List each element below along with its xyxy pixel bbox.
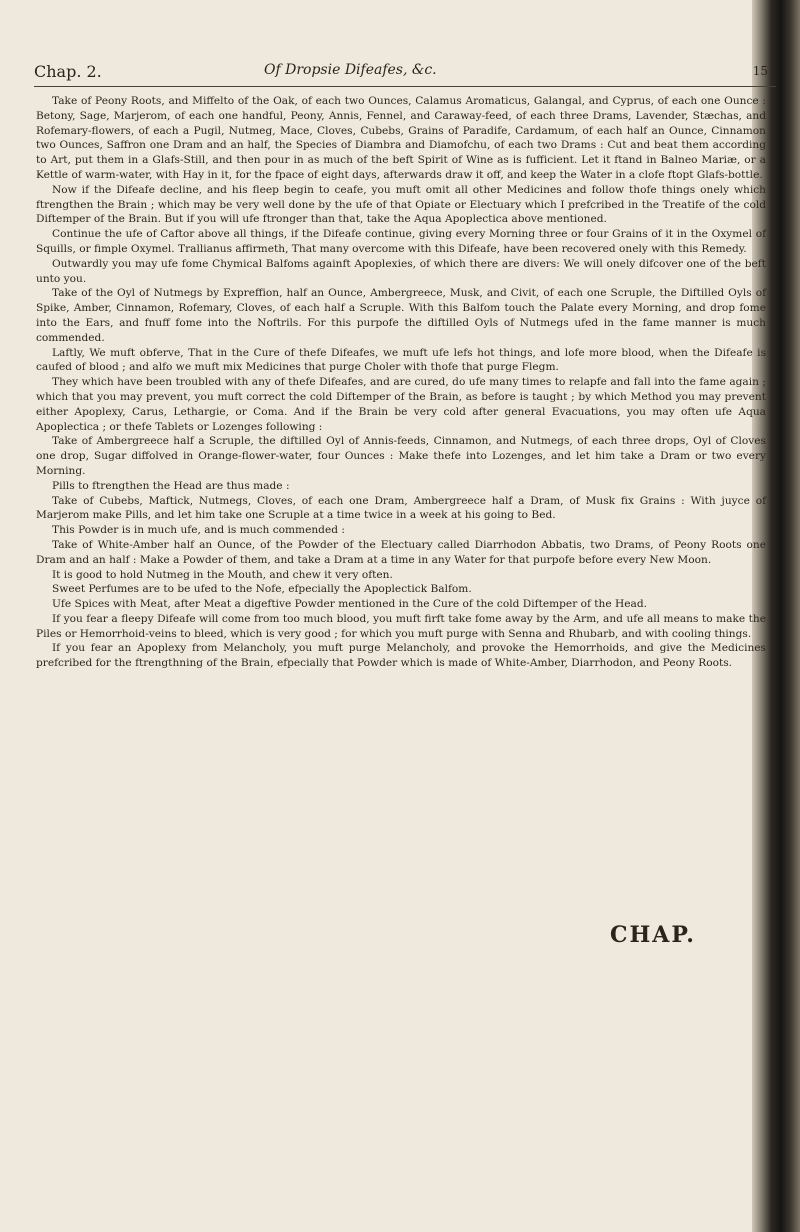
running-title: Of Dropsie Difeafes, &c. [264,62,437,78]
paragraph: This Powder is in much ufe, and is much commended : [52,524,345,537]
paragraph: Now if the Difeafe decline, and his fleep begin to ceafe, you muft omit all other Medicines and follow thofe things onely which ftrengthen the Brain ; which may be very well done by the ufe of that Opiate or Electuary which I prefcribed in the Treatife of the cold Diftemper of the Brain. But if you will ufe ftronger than that, take the Aqua Apoplectica above mentioned. [36,183,766,226]
catchword: CHAP. [610,922,696,948]
running-header [34,60,776,87]
paragraph: If you fear an Apoplexy from Melancholy, you muft purge Melancholy, and provoke the Hemorrhoids, and give the Medicines prefcribed for the ftrengthning of the Brain, efpecially that Powder which is made of White-Amber, Diarrhodon, and Peony Roots. [36,642,766,670]
chapter-label: Chap. 2. [34,62,102,81]
paragraph: It is good to hold Nutmeg in the Mouth, and chew it very often. [52,568,393,581]
paragraph: Take of White-Amber half an Ounce, of the Powder of the Electuary called Diarrhodon Abbatis, two Drams, of Peony Roots one Dram and an half : Make a Powder of them, and take a Dram at a time in any Water for that purpofe before every New Moon. [36,538,766,566]
paragraph: Take of Cubebs, Maftick, Nutmegs, Cloves, of each one Dram, Ambergreece half a Dram, of Musk fix Grains : With juyce of Marjerom make Pills, and let him take one Scruple at a time twice in a week at his going to Bed. [36,494,766,522]
paragraph: Outwardly you may ufe fome Chymical Balfoms againft Apoplexies, of which there are divers: We will onely difcover one of the beft unto you. [36,257,766,285]
paragraph: If you fear a fleepy Difeafe will come from too much blood, you muft firft take fome away by the Arm, and ufe all means to make the Piles or Hemorrhoid-veins to bleed, which is very good ; for which you muft purge with Senna and Rhubarb, and with cooling things. [36,612,766,640]
page-number: 15 [752,64,768,78]
paragraph: They which have been troubled with any of thefe Difeafes, and are cured, do ufe many times to relapfe and fall into the fame again ; which that you may prevent, you muft correct the cold Diftemper of the Brain, as before is taught ; by which Method you may prevent either Apoplexy, Carus, Lethargie, or Coma. And if the Brain be very cold after general Evacuations, you may often ufe Aqua Apoplectica ; or thefe Tablets or Lozenges following : [36,376,766,433]
paragraph: Pills to ftrengthen the Head are thus made : [52,479,290,492]
paragraph: Laftly, We muft obferve, That in the Cure of thefe Difeafes, we muft ufe lefs hot things, and lofe more blood, when the Difeafe is caufed of blood ; and alfo we muft mix Medicines that purge Choler with thofe that purge Flegm. [36,346,766,374]
paragraph: Sweet Perfumes are to be ufed to the Nofe, efpecially the Apoplectick Balfom. [52,583,472,596]
paragraph: Ufe Spices with Meat, after Meat a digeftive Powder mentioned in the Cure of the cold Diftemper of the Head. [52,598,647,611]
paragraph: Continue the ufe of Caftor above all things, if the Difeafe continue, giving every Morning three or four Grains of it in the Oxymel of Squills, or fimple Oxymel. Trallianus affirmeth, That many overcome with this Difeafe, have been recovered onely with this Remedy. [36,228,766,255]
paragraph: Take of the Oyl of Nutmegs by Expreffion, half an Ounce, Ambergreece, Musk, and Civit, of each one Scruple, the Diftilled Oyls of Spike, Amber, Cinnamon, Rofemary, Cloves, of each half a Scruple. With this Balfom touch the Palate every Morning, and drop fome into the Ears, and fnuff fome into the Noftrils. For this purpofe the diftilled Oyls of Nutmegs ufed in the fame manner is much commended. [36,287,766,344]
paragraph: Take of Ambergreece half a Scruple, the diftilled Oyl of Annis-feeds, Cinnamon, and Nutmegs, of each three drops, Oyl of Cloves one drop, Sugar diffolved in Orange-flower-water, four Ounces : Make thefe into Lozenges, and let him take a Dram or two every Morning. [36,435,766,477]
body-text [36,94,766,671]
paragraph: Take of Peony Roots, and Miffelto of the Oak, of each two Ounces, Calamus Aromaticus, Galangal, and Cyprus, of each one Ounce : Betony, Sage, Marjerom, of each one handful, Peony, Annis, Fennel, and Caraway-feed, of each three Drams, Lavender, Stæchas, and Rofemary-flowers, of each a Pugil, Nutmeg, Mace, Cloves, Cubebs, Grains of Paradife, Cardamum, of each half an Ounce, Cinnamon two Ounces, Saffron one Dram and an half, the Species of Diambra and Diamofchu, of each two Drams : Cut and beat them according to Art, put them in a Glafs-Still, and then pour in as much of the beft Spirit of Wine as is fufficient. Let it ftand in Balneo Mariæ, or a Kettle of warm-water, with Hay in it, for the fpace of eight days, afterwards draw it off, and keep the Water in a clofe ftopt Glafs-bottle. [36,95,766,181]
